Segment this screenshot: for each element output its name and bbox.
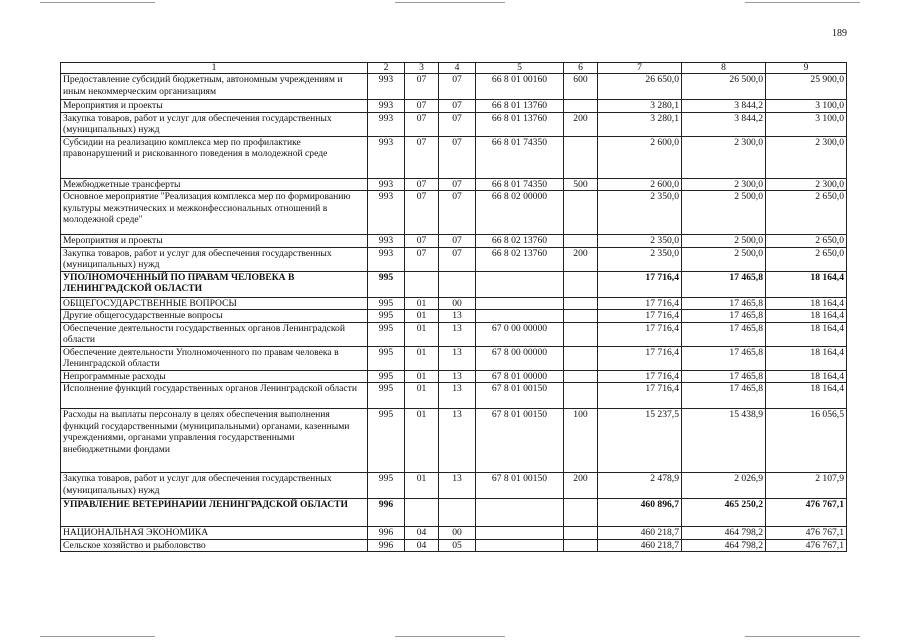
section-cell: 07	[405, 247, 439, 271]
subsection-cell: 07	[439, 235, 476, 248]
subsection-cell: 13	[439, 409, 476, 473]
table-row	[61, 409, 847, 473]
subsection-cell	[439, 271, 476, 297]
admin-code-cell: 993	[368, 100, 405, 113]
table-row	[61, 178, 847, 191]
row-name-cell: УПРАВЛЕНИЕ ВЕТЕРИНАРИИ ЛЕНИНГРАДСКОЙ ОБЛАСТИ	[61, 499, 368, 527]
row-name-cell: Мероприятия и проекты	[61, 100, 368, 113]
subsection-cell: 07	[439, 100, 476, 113]
amount-col8-cell: 26 500,0	[682, 74, 766, 100]
expense-type-cell	[564, 539, 598, 552]
subsection-cell: 05	[439, 539, 476, 552]
row-name-cell: Непрограммные расходы	[61, 370, 368, 383]
amount-col7-cell: 17 716,4	[598, 310, 682, 323]
subsection-cell: 13	[439, 473, 476, 499]
amount-col9-cell: 2 650,0	[766, 191, 847, 235]
section-cell: 01	[405, 322, 439, 346]
amount-col8-cell: 2 500,0	[682, 247, 766, 271]
admin-code-cell: 996	[368, 499, 405, 527]
section-cell: 07	[405, 100, 439, 113]
section-cell	[405, 499, 439, 527]
amount-col7-cell: 460 218,7	[598, 527, 682, 540]
column-header: 6	[564, 63, 598, 74]
expense-type-cell: 600	[564, 74, 598, 100]
table-row	[61, 271, 847, 297]
amount-col7-cell: 17 716,4	[598, 383, 682, 409]
expense-type-cell	[564, 271, 598, 297]
admin-code-cell: 995	[368, 409, 405, 473]
subsection-cell: 13	[439, 322, 476, 346]
expense-type-cell	[564, 322, 598, 346]
amount-col8-cell: 17 465,8	[682, 297, 766, 310]
admin-code-cell: 993	[368, 112, 405, 136]
section-cell: 01	[405, 473, 439, 499]
row-name-cell: Сельское хозяйство и рыболовство	[61, 539, 368, 552]
admin-code-cell: 993	[368, 247, 405, 271]
bottom-rule-right	[745, 636, 860, 637]
subsection-cell: 07	[439, 191, 476, 235]
row-name-cell: Другие общегосударственные вопросы	[61, 310, 368, 323]
target-article-cell: 66 8 01 00160	[476, 74, 564, 100]
row-name-cell: Мероприятия и проекты	[61, 235, 368, 248]
amount-col8-cell: 17 465,8	[682, 322, 766, 346]
amount-col9-cell: 476 767,1	[766, 499, 847, 527]
subsection-cell: 07	[439, 74, 476, 100]
expense-type-cell	[564, 527, 598, 540]
expense-type-cell	[564, 136, 598, 178]
subsection-cell: 00	[439, 297, 476, 310]
amount-col9-cell: 2 107,9	[766, 473, 847, 499]
amount-col7-cell: 3 280,1	[598, 112, 682, 136]
expense-type-cell: 200	[564, 473, 598, 499]
amount-col7-cell: 17 716,4	[598, 346, 682, 370]
admin-code-cell: 995	[368, 310, 405, 323]
target-article-cell: 67 8 01 00150	[476, 383, 564, 409]
bottom-rule-left	[40, 636, 155, 637]
amount-col7-cell: 17 716,4	[598, 370, 682, 383]
table-row	[61, 297, 847, 310]
amount-col9-cell: 18 164,4	[766, 346, 847, 370]
row-name-cell: Обеспечение деятельности Уполномоченного по правам человека в Ленинградской области	[61, 346, 368, 370]
admin-code-cell: 995	[368, 271, 405, 297]
expense-type-cell	[564, 370, 598, 383]
row-name-cell: Основное мероприятие "Реализация комплекса мер по формированию культуры межэтнических и межконфессиональных отношений в молодежной среде"	[61, 191, 368, 235]
section-cell: 07	[405, 235, 439, 248]
amount-col9-cell: 2 300,0	[766, 178, 847, 191]
subsection-cell: 13	[439, 346, 476, 370]
target-article-cell: 67 0 00 00000	[476, 322, 564, 346]
amount-col9-cell: 18 164,4	[766, 271, 847, 297]
subsection-cell: 13	[439, 310, 476, 323]
expense-type-cell	[564, 297, 598, 310]
amount-col9-cell: 476 767,1	[766, 539, 847, 552]
subsection-cell: 07	[439, 112, 476, 136]
amount-col8-cell: 3 844,2	[682, 100, 766, 113]
amount-col8-cell: 464 798,2	[682, 539, 766, 552]
section-cell	[405, 271, 439, 297]
admin-code-cell: 995	[368, 297, 405, 310]
amount-col7-cell: 460 218,7	[598, 539, 682, 552]
amount-col9-cell: 16 056,5	[766, 409, 847, 473]
amount-col8-cell: 17 465,8	[682, 370, 766, 383]
row-name-cell: Закупка товаров, работ и услуг для обеспечения государственных (муниципальных) нужд	[61, 112, 368, 136]
amount-col8-cell: 15 438,9	[682, 409, 766, 473]
section-cell: 07	[405, 178, 439, 191]
amount-col9-cell: 2 650,0	[766, 235, 847, 248]
amount-col9-cell: 25 900,0	[766, 74, 847, 100]
section-cell: 07	[405, 74, 439, 100]
row-name-cell: Расходы на выплаты персоналу в целях обеспечения выполнения функций государственными (муниципальными) органами, казенными учреждениями, органами управления государственными внебюджетными фондами	[61, 409, 368, 473]
top-rule-center	[395, 2, 505, 3]
admin-code-cell: 993	[368, 136, 405, 178]
top-rule-right	[745, 2, 860, 3]
amount-col9-cell: 18 164,4	[766, 310, 847, 323]
expense-type-cell	[564, 346, 598, 370]
amount-col9-cell: 2 300,0	[766, 136, 847, 178]
table-row	[61, 346, 847, 370]
section-cell: 07	[405, 136, 439, 178]
target-article-cell	[476, 310, 564, 323]
amount-col8-cell: 2 500,0	[682, 191, 766, 235]
admin-code-cell: 995	[368, 473, 405, 499]
row-name-cell: Закупка товаров, работ и услуг для обеспечения государственных (муниципальных) нужд	[61, 247, 368, 271]
subsection-cell: 07	[439, 247, 476, 271]
section-cell: 04	[405, 539, 439, 552]
column-header: 7	[598, 63, 682, 74]
section-cell: 01	[405, 346, 439, 370]
target-article-cell: 66 8 01 74350	[476, 178, 564, 191]
table-row	[61, 191, 847, 235]
table-row	[61, 499, 847, 527]
table-row	[61, 310, 847, 323]
admin-code-cell: 996	[368, 539, 405, 552]
target-article-cell	[476, 297, 564, 310]
amount-col9-cell: 3 100,0	[766, 100, 847, 113]
amount-col7-cell: 2 350,0	[598, 235, 682, 248]
table-row	[61, 370, 847, 383]
amount-col8-cell: 17 465,8	[682, 346, 766, 370]
column-header: 4	[439, 63, 476, 74]
amount-col7-cell: 3 280,1	[598, 100, 682, 113]
page-number: 189	[832, 28, 847, 39]
table-header-row	[61, 63, 847, 74]
amount-col7-cell: 460 896,7	[598, 499, 682, 527]
row-name-cell: Межбюджетные трансферты	[61, 178, 368, 191]
amount-col7-cell: 2 600,0	[598, 178, 682, 191]
target-article-cell: 66 8 02 13760	[476, 235, 564, 248]
amount-col7-cell: 2 600,0	[598, 136, 682, 178]
target-article-cell	[476, 527, 564, 540]
amount-col8-cell: 3 844,2	[682, 112, 766, 136]
target-article-cell: 66 8 02 00000	[476, 191, 564, 235]
expense-type-cell	[564, 310, 598, 323]
target-article-cell	[476, 539, 564, 552]
amount-col8-cell: 17 465,8	[682, 310, 766, 323]
table-row	[61, 527, 847, 540]
budget-table	[60, 62, 847, 552]
column-header: 1	[61, 63, 368, 74]
admin-code-cell: 993	[368, 178, 405, 191]
column-header: 3	[405, 63, 439, 74]
amount-col9-cell: 3 100,0	[766, 112, 847, 136]
top-rule-left	[40, 2, 155, 3]
target-article-cell: 67 8 01 00150	[476, 473, 564, 499]
table-row	[61, 74, 847, 100]
target-article-cell: 66 8 02 13760	[476, 247, 564, 271]
amount-col7-cell: 17 716,4	[598, 297, 682, 310]
subsection-cell: 00	[439, 527, 476, 540]
section-cell: 01	[405, 383, 439, 409]
expense-type-cell: 200	[564, 112, 598, 136]
amount-col8-cell: 2 026,9	[682, 473, 766, 499]
amount-col7-cell: 15 237,5	[598, 409, 682, 473]
section-cell: 07	[405, 191, 439, 235]
row-name-cell: НАЦИОНАЛЬНАЯ ЭКОНОМИКА	[61, 527, 368, 540]
amount-col7-cell: 17 716,4	[598, 271, 682, 297]
column-header: 2	[368, 63, 405, 74]
amount-col9-cell: 2 650,0	[766, 247, 847, 271]
amount-col8-cell: 2 500,0	[682, 235, 766, 248]
expense-type-cell	[564, 235, 598, 248]
admin-code-cell: 995	[368, 383, 405, 409]
amount-col7-cell: 2 478,9	[598, 473, 682, 499]
target-article-cell: 67 8 00 00000	[476, 346, 564, 370]
target-article-cell: 67 8 01 00150	[476, 409, 564, 473]
expense-type-cell: 500	[564, 178, 598, 191]
table-row	[61, 322, 847, 346]
admin-code-cell: 995	[368, 322, 405, 346]
amount-col8-cell: 17 465,8	[682, 383, 766, 409]
row-name-cell: Предоставление субсидий бюджетным, автономным учреждениям и иным некоммерческим организациям	[61, 74, 368, 100]
row-name-cell: ОБЩЕГОСУДАРСТВЕННЫЕ ВОПРОСЫ	[61, 297, 368, 310]
amount-col7-cell: 2 350,0	[598, 247, 682, 271]
subsection-cell	[439, 499, 476, 527]
table-row	[61, 100, 847, 113]
expense-type-cell	[564, 499, 598, 527]
expense-type-cell	[564, 100, 598, 113]
table-body	[61, 74, 847, 552]
amount-col7-cell: 2 350,0	[598, 191, 682, 235]
subsection-cell: 13	[439, 383, 476, 409]
target-article-cell	[476, 499, 564, 527]
amount-col9-cell: 18 164,4	[766, 370, 847, 383]
amount-col9-cell: 18 164,4	[766, 322, 847, 346]
admin-code-cell: 995	[368, 346, 405, 370]
row-name-cell: Закупка товаров, работ и услуг для обеспечения государственных (муниципальных) нужд	[61, 473, 368, 499]
subsection-cell: 13	[439, 370, 476, 383]
target-article-cell: 66 8 01 13760	[476, 112, 564, 136]
table-row	[61, 112, 847, 136]
admin-code-cell: 993	[368, 74, 405, 100]
section-cell: 01	[405, 297, 439, 310]
target-article-cell: 67 8 01 00000	[476, 370, 564, 383]
amount-col9-cell: 476 767,1	[766, 527, 847, 540]
expense-type-cell	[564, 383, 598, 409]
admin-code-cell: 993	[368, 191, 405, 235]
table-row	[61, 136, 847, 178]
column-header: 9	[766, 63, 847, 74]
amount-col8-cell: 2 300,0	[682, 136, 766, 178]
column-header: 5	[476, 63, 564, 74]
section-cell: 07	[405, 112, 439, 136]
table-row	[61, 539, 847, 552]
section-cell: 01	[405, 310, 439, 323]
amount-col8-cell: 2 300,0	[682, 178, 766, 191]
admin-code-cell: 993	[368, 235, 405, 248]
target-article-cell	[476, 271, 564, 297]
amount-col9-cell: 18 164,4	[766, 383, 847, 409]
row-name-cell: УПОЛНОМОЧЕННЫЙ ПО ПРАВАМ ЧЕЛОВЕКА В ЛЕНИНГРАДСКОЙ ОБЛАСТИ	[61, 271, 368, 297]
expense-type-cell: 200	[564, 247, 598, 271]
table-row	[61, 235, 847, 248]
admin-code-cell: 995	[368, 370, 405, 383]
expense-type-cell	[564, 191, 598, 235]
expense-type-cell: 100	[564, 409, 598, 473]
row-name-cell: Обеспечение деятельности государственных органов Ленинградской области	[61, 322, 368, 346]
column-header: 8	[682, 63, 766, 74]
section-cell: 01	[405, 409, 439, 473]
subsection-cell: 07	[439, 178, 476, 191]
amount-col8-cell: 17 465,8	[682, 271, 766, 297]
amount-col8-cell: 464 798,2	[682, 527, 766, 540]
amount-col7-cell: 26 650,0	[598, 74, 682, 100]
row-name-cell: Субсидии на реализацию комплекса мер по профилактике правонарушений и рискованного поведения в молодежной среде	[61, 136, 368, 178]
bottom-rule-center	[395, 636, 505, 637]
admin-code-cell: 996	[368, 527, 405, 540]
section-cell: 01	[405, 370, 439, 383]
section-cell: 04	[405, 527, 439, 540]
target-article-cell: 66 8 01 13760	[476, 100, 564, 113]
amount-col9-cell: 18 164,4	[766, 297, 847, 310]
row-name-cell: Исполнение функций государственных органов Ленинградской области	[61, 383, 368, 409]
amount-col7-cell: 17 716,4	[598, 322, 682, 346]
subsection-cell: 07	[439, 136, 476, 178]
target-article-cell: 66 8 01 74350	[476, 136, 564, 178]
table-row	[61, 383, 847, 409]
table-row	[61, 473, 847, 499]
amount-col8-cell: 465 250,2	[682, 499, 766, 527]
table-row	[61, 247, 847, 271]
